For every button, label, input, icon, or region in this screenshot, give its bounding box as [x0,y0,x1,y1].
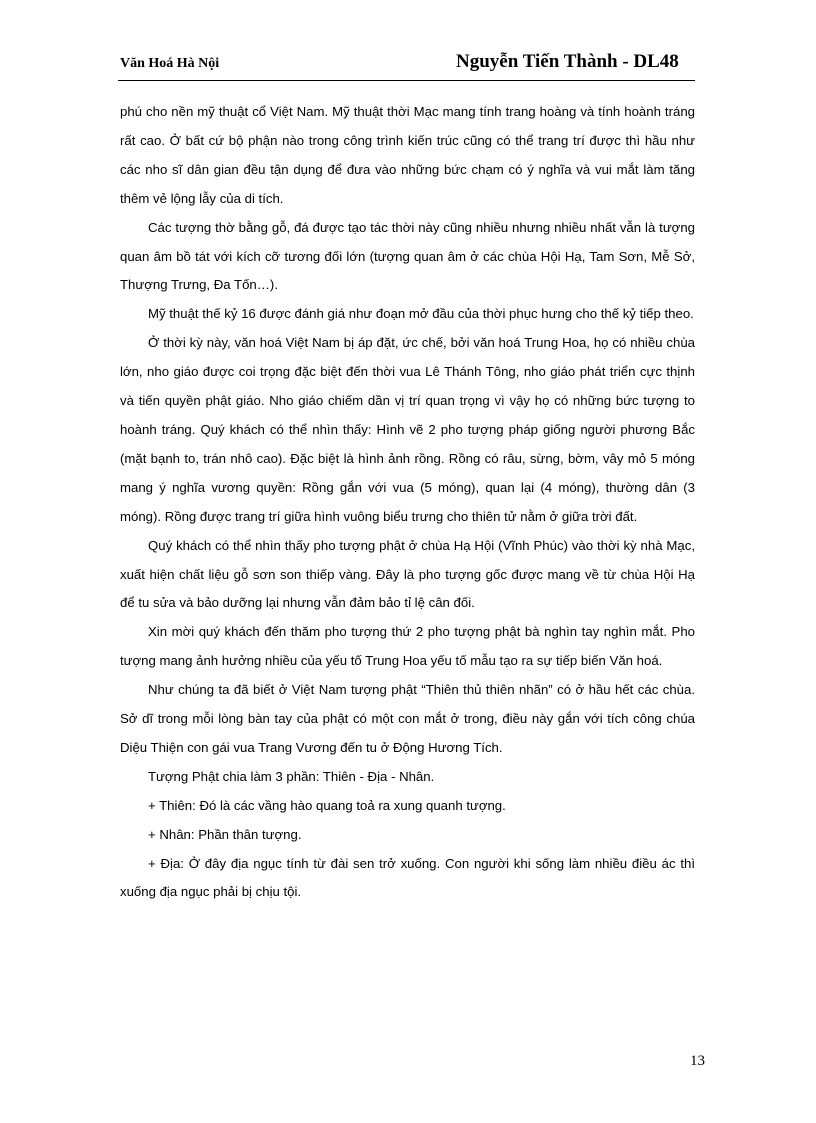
paragraph: Quý khách có thể nhìn thấy pho tượng phật ở chùa Hạ Hội (Vĩnh Phúc) vào thời kỳ nhà Mạc, xuất hiện chất liệu gỗ sơn son thiếp vàng. Đây là pho tượng gốc được mang về từ chùa Hội Hạ để tu sửa và bảo dưỡng lại nhưng vẫn đảm bảo tỉ lệ cân đối. [120,537,695,611]
header-right-author: Nguyễn Tiến Thành - DL48 [456,51,679,72]
paragraph: Xin mời quý khách đến thăm pho tượng thứ 2 pho tượng phật bà nghìn tay nghìn mắt. Pho tượng mang ảnh hưởng nhiều của yếu tố Trung Hoa yếu tố mẫu tạo ra sự tiếp biến Văn hoá. [120,624,695,669]
page-number: 13 [690,1053,705,1069]
body-text [120,98,695,907]
header-left-title: Văn Hoá Hà Nội [120,56,220,71]
list-item: + Địa: Ở đây địa ngục tính từ đài sen trở xuống. Con người khi sống làm nhiều điều ác thì xuống địa ngục phải bị chịu tội. [120,855,695,900]
paragraph: Mỹ thuật thế kỷ 16 được đánh giá như đoạn mở đầu của thời phục hưng cho thế kỷ tiếp theo. [148,306,694,322]
list-item: + Nhân: Phần thân tượng. [148,826,302,842]
header-rule [118,80,695,81]
paragraph: phú cho nền mỹ thuật cổ Việt Nam. Mỹ thuật thời Mạc mang tính trang hoàng và tính hoành tráng rất cao. Ở bất cứ bộ phận nào trong công trình kiến trúc cũng có thể trang trí được thì hầu như các nho sĩ dân gian đều tận dụng để đưa vào những bức chạm có ý nghĩa và vui mắt làm tăng thêm vẻ lộng lẫy của di tích. [120,104,695,206]
paragraph: Như chúng ta đã biết ở Việt Nam tượng phật “Thiên thủ thiên nhãn” có ở hầu hết các chùa. Sở dĩ trong mỗi lòng bàn tay của phật có một con mắt ở trong, điều này gắn với tích công chúa Diệu Thiện con gái vua Trang Vương đến tu ở Động Hương Tích. [120,682,695,755]
paragraph: Tượng Phật chia làm 3 phần: Thiên - Địa - Nhân. [148,768,435,784]
paragraph: Ở thời kỳ này, văn hoá Việt Nam bị áp đặt, ức chế, bởi văn hoá Trung Hoa, họ có nhiều chùa lớn, nho giáo được coi trọng đặc biệt đến thời vua Lê Thánh Tông, nho giáo phát triển cực thịnh và tiến quyền phật giáo. Nho giáo chiếm dần vị trí quan trọng vì vậy họ có những bức tượng to hoành tráng. Quý khách có thể nhìn thấy: Hình vẽ 2 pho tượng pháp giống người phương Bắc (mặt bạnh to, trán nhô cao). Đặc biệt là hình ảnh rồng. Rồng có râu, sừng, bờm, vây mỏ 5 móng mang ý nghĩa vương quyền: Rồng gắn với vua (5 móng), quan lại (4 móng), thường dân (3 móng). Rồng được trang trí giữa hình vuông biểu trưng cho thiên tử nằm ở giữa trời đất. [120,335,695,524]
paragraph: Các tượng thờ bằng gỗ, đá được tạo tác thời này cũng nhiều nhưng nhiều nhất vẫn là tượng quan âm bồ tát với kích cỡ tương đối lớn (tượng quan âm ở các chùa Hội Hạ, Tam Sơn, Mễ Sở, Thượng Trưng, Đa Tốn…). [120,219,695,293]
list-item: + Thiên: Đó là các vầng hào quang toả ra xung quanh tượng. [148,797,506,813]
